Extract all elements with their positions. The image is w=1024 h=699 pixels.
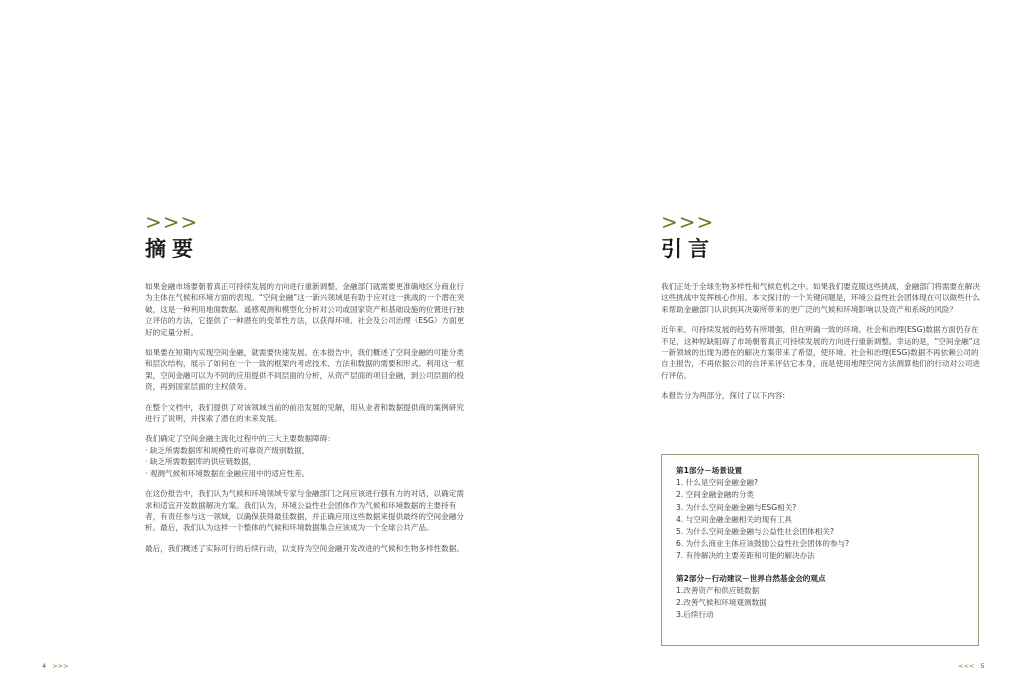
page-number: 4	[42, 662, 47, 670]
list-item: 3.后续行动	[676, 610, 714, 620]
list-item: · 缺乏所需数据库和规模性的可靠资产级别数据，	[145, 445, 310, 455]
intro-paragraph: 我们正处于全球生物多样性和气候危机之中。如果我们要克服这些挑战，金融部门将需要在解决这些挑战中发挥核心作用。本文探讨的一个关键问题是，环境公益性社会团体现在可以做些什么来帮助金融部门认识到其决策所带来的更广泛的气候和环境影响以及资产和系统的风险？	[661, 282, 980, 314]
page-title: 摘要	[145, 237, 199, 261]
list-item: 2. 空间金融金融的分类	[676, 490, 755, 500]
summary-paragraph: 在整个文档中，我们提供了对该领域当前的前沿发展的见解，用从业者和数据提供商的案例研究进行了说明，并探索了潜在的未来发展。	[145, 402, 464, 424]
footer-arrows: >>>	[52, 662, 69, 670]
list-item: 4. 与空间金融金融相关的现有工具	[676, 514, 792, 524]
section-marker: >>>	[661, 210, 715, 234]
part1-title: 第1部分－场景设置	[676, 466, 743, 475]
list-item: 2.改善气候和环境观测数据	[676, 598, 767, 608]
part2-list	[676, 585, 966, 622]
right-page	[512, 0, 1024, 699]
page-footer	[42, 662, 69, 670]
barrier-list	[145, 445, 467, 479]
summary-paragraph: 如果金融市场要朝着真正可持续发展的方向进行重新调整，金融部门就需要更准确地区分商业行为主体在气候和环境方面的表现。“空间金融”这一新兴领域是有助于应对这一挑战的一个潜在突破，这是一种利用地面数据、遥感观测和模型化分析对公司或国家资产和基础设施的位置进行独立评估的方法，它提供了一种潜在的变革性方法，以获得环境、社会及公司治理（ESG）方面更好的定量分析。	[145, 282, 465, 337]
page-title: 引言	[661, 237, 715, 261]
page-number: 5	[980, 662, 985, 670]
list-item: 1. 什么是空间金融金融?	[676, 478, 759, 488]
section-marker: >>>	[145, 210, 199, 234]
summary-paragraph: 如果要在短期内实现空间金融，就需要快速发展。在本报告中，我们概述了空间金融的可能分类和层次结构，展示了如何在一个一致的框架内考虑技术、方法和数据的需要和形式。利用这一框架，空间金融可以为不同的应用提供不同层面的分析，从资产层面的项目金融，到公司层面的投资，再到国家层面的主权债务。	[145, 348, 464, 392]
list-item: 6. 为什么商业主体应该鼓励公益性社会团体的参与?	[676, 539, 850, 549]
list-item: · 缺乏所需数据库的供应链数据，	[145, 457, 257, 467]
list-item: 1.改善资产和供应链数据	[676, 585, 760, 595]
summary-paragraph: 最后，我们概述了实际可行的后续行动，以支持为空间金融开发改进的气候和生物多样性数据。	[145, 543, 464, 553]
summary-body	[145, 281, 467, 563]
list-item: · 观测气候和环境数据在金融应用中的适应性差。	[145, 468, 310, 478]
part2-title: 第2部分－行动建议－世界自然基金会的观点	[676, 573, 826, 583]
intro-body	[661, 281, 983, 411]
list-item: 5. 为什么空间金融金融与公益性社会团体相关?	[676, 527, 834, 537]
footer-arrows: <<<	[958, 662, 975, 670]
list-item: 3. 为什么空间金融金融与ESG相关?	[676, 502, 797, 512]
intro-paragraph: 本报告分为两部分，探讨了以下内容:	[661, 391, 786, 401]
list-intro: 我们确定了空间金融主流化过程中的三大主要数据障碍：	[145, 434, 335, 444]
summary-paragraph: 在这份报告中，我们认为气候和环境领域专家与金融部门之间应该进行强有力的对话，以确定需求和适宜开发数据解决方案。我们认为，环境公益性社会团体作为气候和环境数据的主要持有者，有责任参与这一领域，以确保获得最佳数据，并正确应用这些数据来提供最终的空间金融分析。最后，我们认为这样一个整体的气候和环境数据集合应该成为一个全球公共产品。	[145, 489, 464, 533]
list-item: 7. 有待解决的主要差距和可能的解决办法	[676, 551, 815, 561]
contents-box	[661, 454, 979, 646]
intro-paragraph: 近年来，可持续发展的趋势有所增强，但在明确一致的环境、社会和治理(ESG)数据方面仍存在不足，这种短缺阻碍了市场朝着真正可持续发展的方向进行重新调整。幸运的是，“空间金融”这一新领域的出现为潜在的解决方案带来了希望，使环境、社会和治理(ESG)数据不再依赖公司的自主报告，不再依据公司的自评来评估它本身，而是使用地理空间方法测算他们的行动对公司进行评估。	[661, 325, 981, 380]
part1-list	[676, 477, 966, 562]
page-footer	[958, 662, 985, 670]
